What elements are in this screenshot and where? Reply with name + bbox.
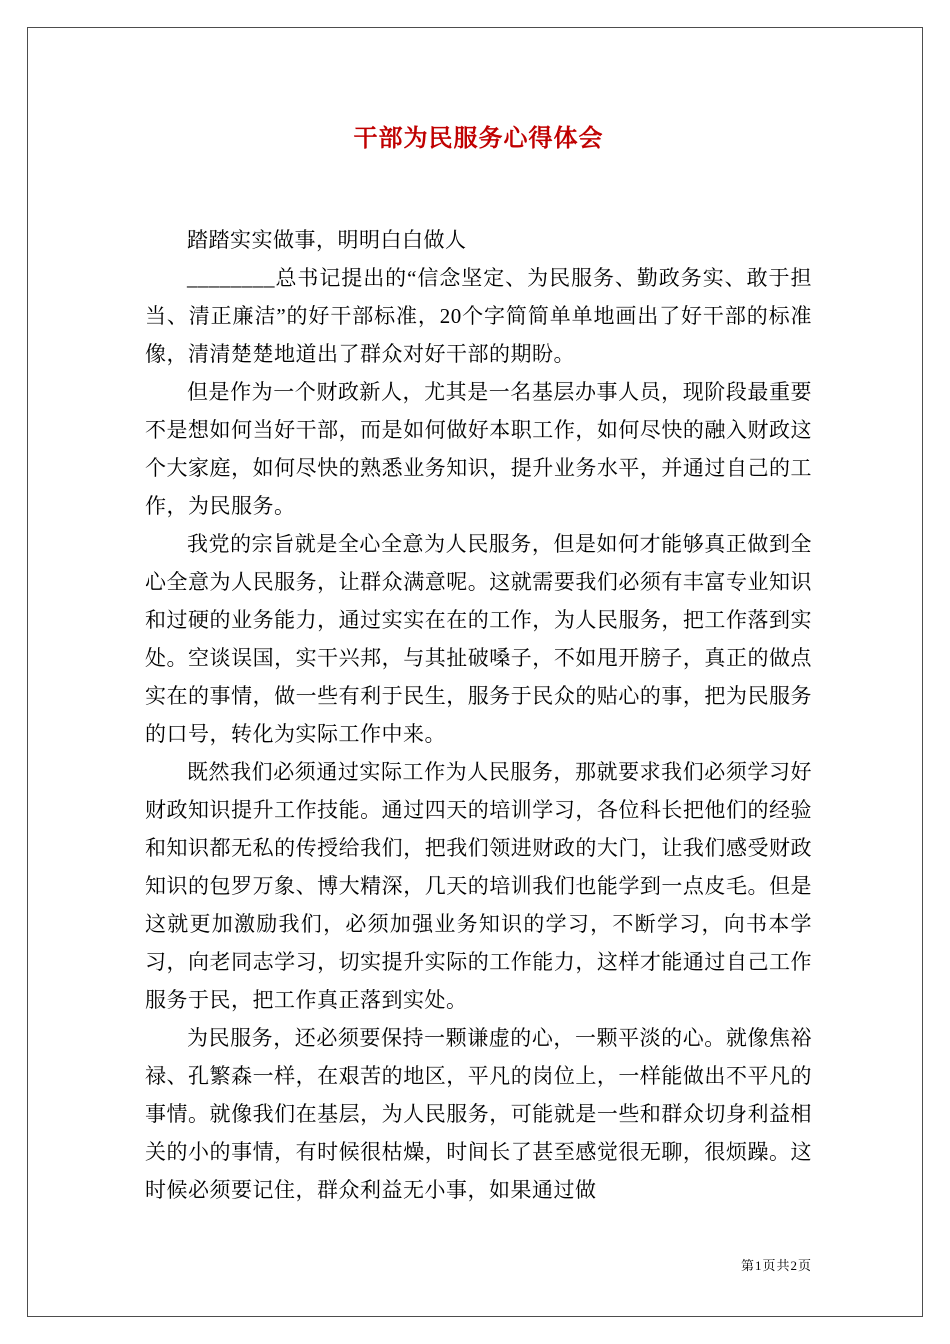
document-paragraph: 我党的宗旨就是全心全意为人民服务，但是如何才能够真正做到全心全意为人民服务，让群众满意呢。这就需要我们必须有丰富专业知识和过硬的业务能力，通过实实在在的工作，为人民服务，把工作落到实处。空谈误国，实干兴邦，与其扯破嗓子，不如甩开膀子，真正的做点实在的事情，做一些有利于民生，服务于民众的贴心的事，把为民服务的口号，转化为实际工作中来。 bbox=[145, 532, 812, 746]
document-paragraph: 为民服务，还必须要保持一颗谦虚的心，一颗平淡的心。就像焦裕禄、孔繁森一样，在艰苦的地区，平凡的岗位上，一样能做出不平凡的事情。就像我们在基层，为人民服务，可能就是一些和群众切身利益相关的小的事情，有时候很枯燥，时间长了甚至感觉很无聊，很烦躁。这时候必须要记住，群众利益无小事，如果通过做 bbox=[145, 1026, 812, 1202]
document-title: 干部为民服务心得体会 bbox=[353, 126, 604, 152]
document-paragraph: 但是作为一个财政新人，尤其是一名基层办事人员，现阶段最重要不是想如何当好干部，而是如何做好本职工作，如何尽快的融入财政这个大家庭，如何尽快的熟悉业务知识，提升业务水平，并通过自己的工作，为民服务。 bbox=[145, 380, 812, 518]
document-paragraph: 既然我们必须通过实际工作为人民服务，那就要求我们必须学习好财政知识提升工作技能。通过四天的培训学习，各位科长把他们的经验和知识都无私的传授给我们，把我们领进财政的大门，让我们感受财政知识的包罗万象、博大精深，几天的培训我们也能学到一点皮毛。但是这就更加激励我们，必须加强业务知识的学习，不断学习，向书本学习，向老同志学习，切实提升实际的工作能力，这样才能通过自己工作服务于民，把工作真正落到实处。 bbox=[145, 760, 812, 1012]
page-number: 第1页共2页 bbox=[740, 1258, 812, 1273]
document-paragraph: ________总书记提出的“信念坚定、为民服务、勤政务实、敢于担当、清正廉洁”的好干部标准，20个字简简单单地画出了好干部的标准像，清清楚楚地道出了群众对好干部的期盼。 bbox=[145, 266, 812, 366]
document-paragraph: 踏踏实实做事，明明白白做人 bbox=[187, 228, 467, 252]
document-content bbox=[145, 122, 812, 1209]
